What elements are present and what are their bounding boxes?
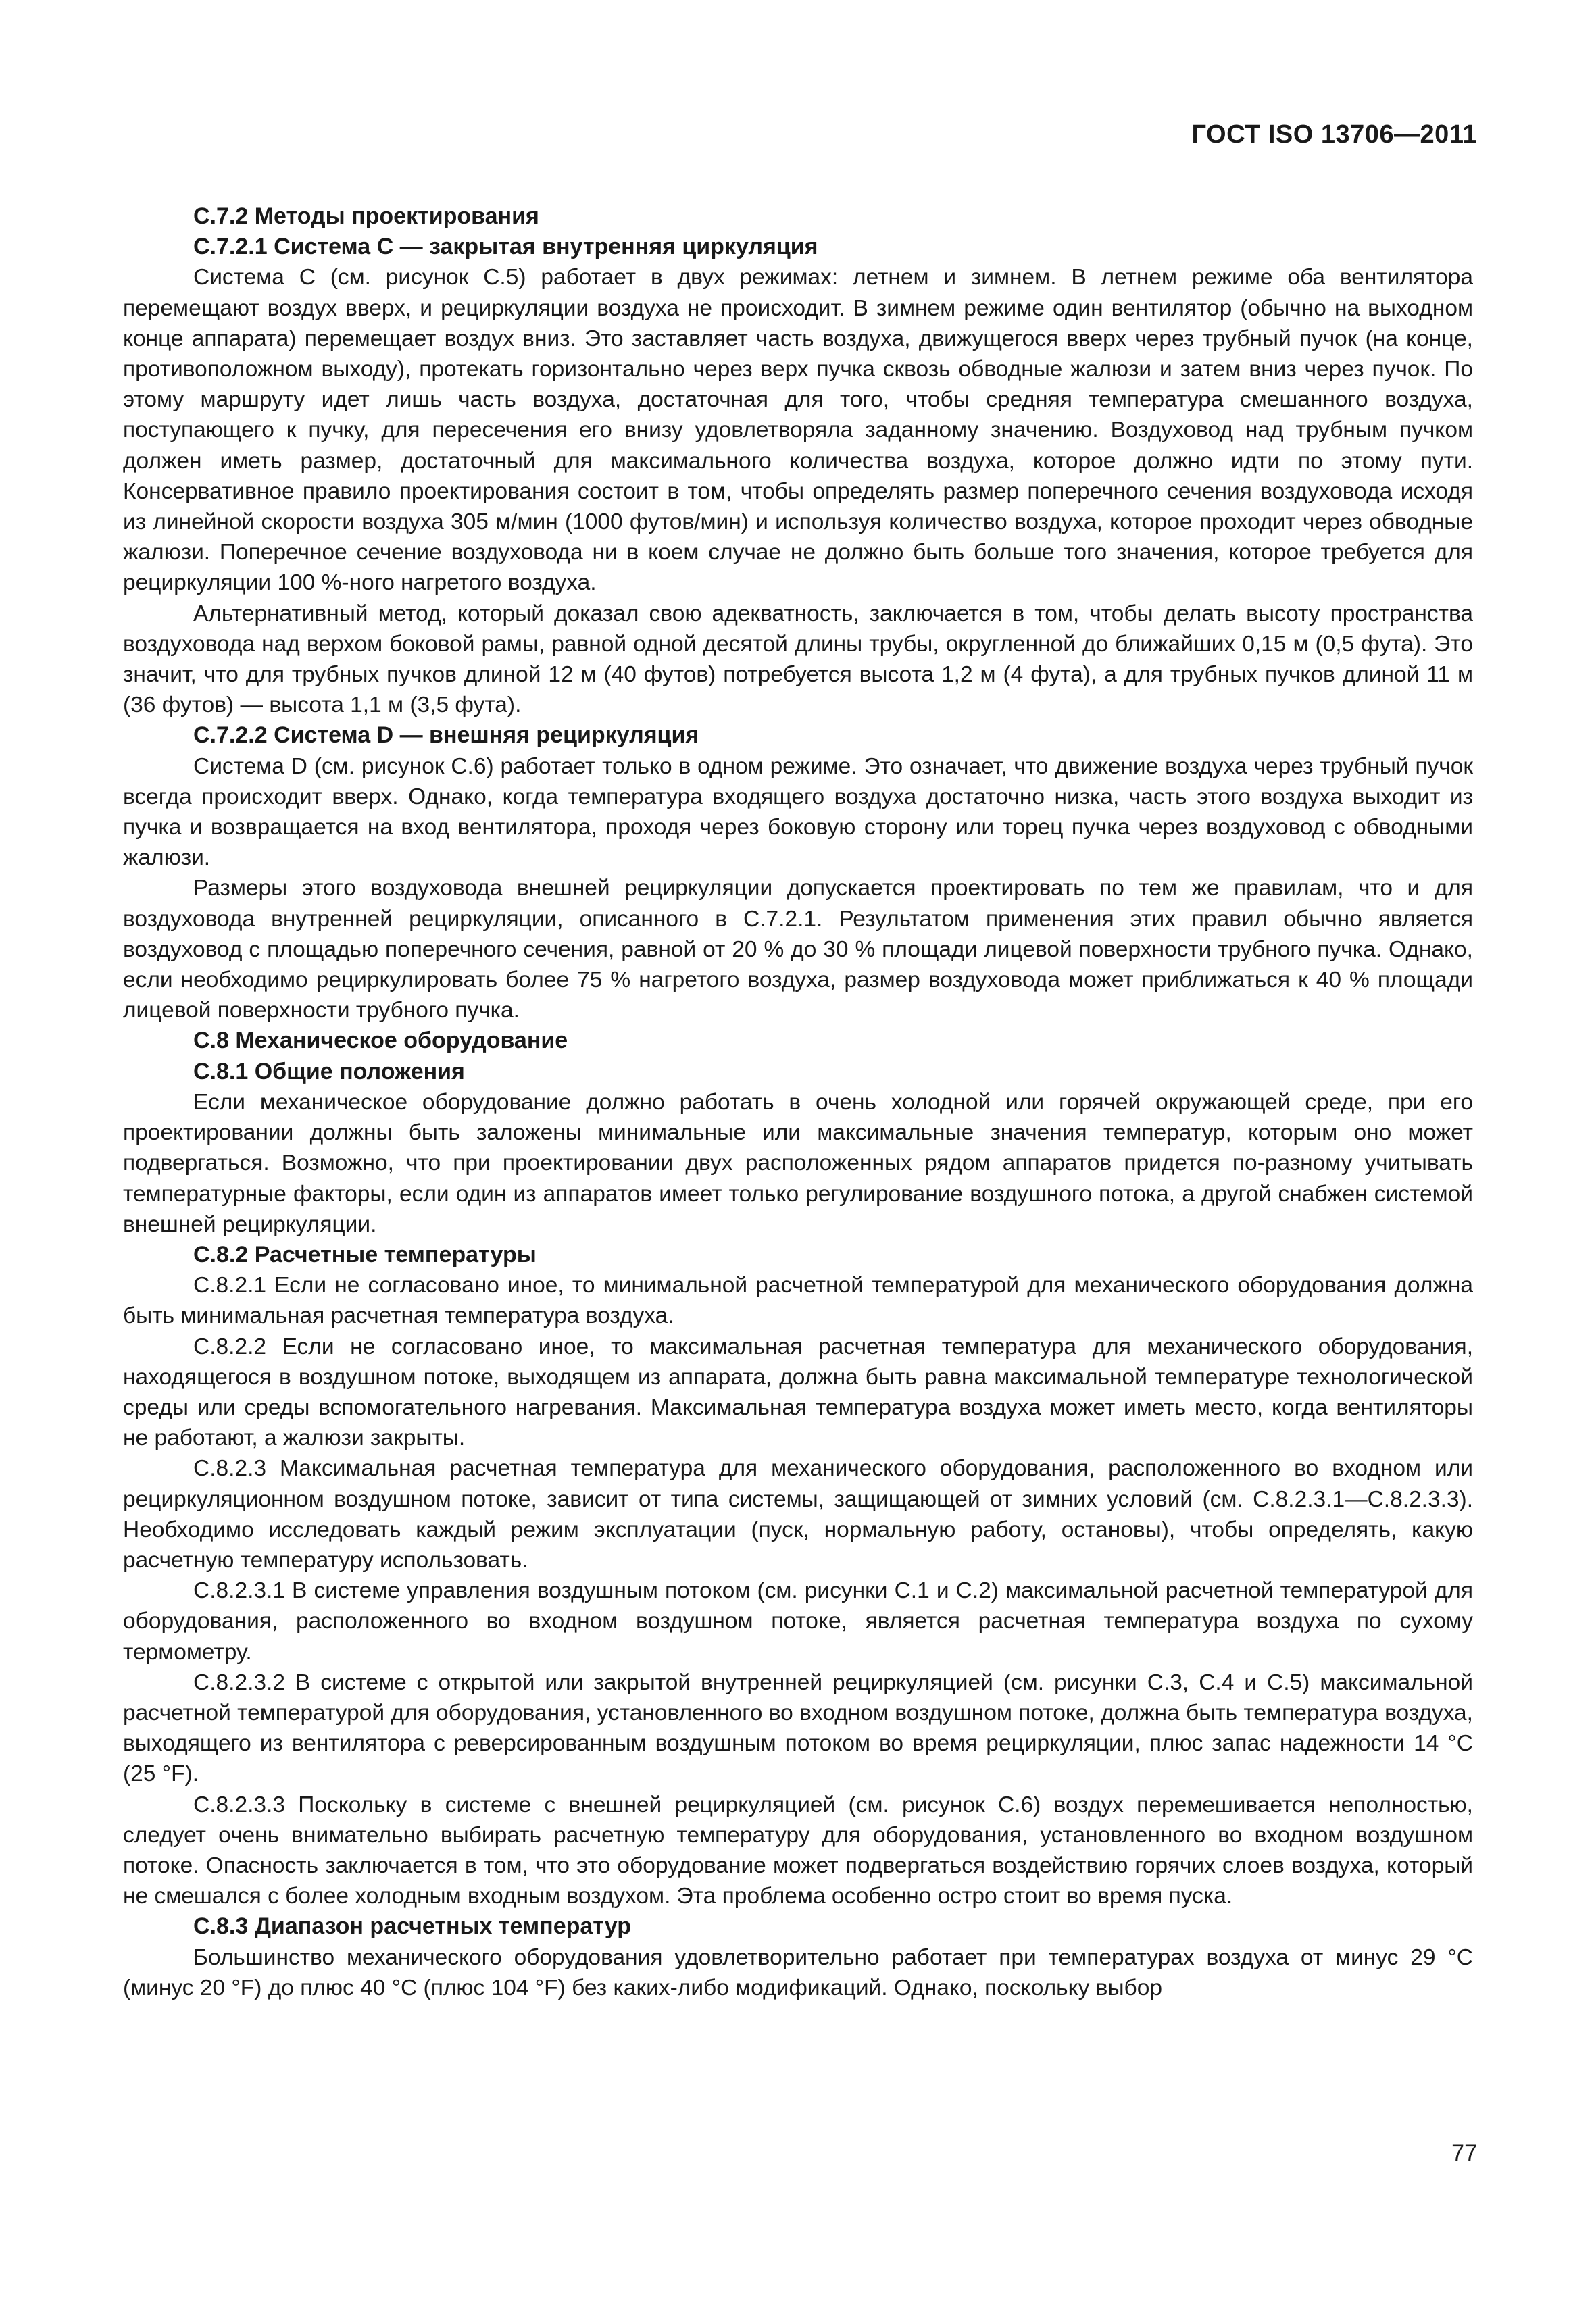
- section-heading: C.8.1 Общие положения: [193, 1058, 465, 1084]
- page-number: 77: [1451, 2140, 1477, 2166]
- body-paragraph: C.8.2.3 Максимальная расчетная температура для механического оборудования, расположенного во входном или рециркуляционном воздушном потоке, зависит от типа системы, защищающей от зимних условий (см. C.8.2.3.1—C.8.2.3.3). Необходимо исследовать каждый режим эксплуатации (пуск, нормальную работу, остановы), чтобы определять, какую расчетную температуру использовать.: [123, 1456, 1473, 1573]
- section-heading: C.7.2.1 Система C — закрытая внутренняя циркуляция: [193, 234, 818, 260]
- body-paragraph: C.8.2.1 Если не согласовано иное, то минимальной расчетной температурой для механического оборудования должна быть минимальная расчетная температура воздуха.: [123, 1273, 1473, 1329]
- body-paragraph: Если механическое оборудование должно работать в очень холодной или горячей окружающей среде, при его проектировании должны быть заложены минимальные или максимальные значения температур, которым оно может подвергаться. Возможно, что при проектировании двух расположенных рядом аппаратов придется по-разному учитывать температурные факторы, если один из аппаратов имеет только регулирование воздушного потока, а другой снабжен системой внешней рециркуляции.: [123, 1089, 1473, 1237]
- body-paragraph: Альтернативный метод, который доказал свою адекватность, заключается в том, чтобы делать высоту пространства воздуховода над верхом боковой рамы, равной одной десятой длины трубы, округленной до ближайших 0,15 м (0,5 фута). Это значит, что для трубных пучков длиной 12 м (40 футов) потребуется высота 1,2 м (4 фута), а для трубных пучков длиной 11 м (36 футов) — высота 1,1 м (3,5 фута).: [123, 601, 1473, 718]
- body-paragraph: Размеры этого воздуховода внешней рециркуляции допускается проектировать по тем же правилам, что и для воздуховода внутренней рециркуляции, описанного в C.7.2.1. Результатом применения этих правил обычно является воздуховод с площадью поперечного сечения, равной от 20 % до 30 % площади лицевой поверхности трубного пучка. Однако, если необходимо рециркулировать более 75 % нагретого воздуха, размер воздуховода может приближаться к 40 % площади лицевой поверхности трубного пучка.: [123, 876, 1473, 1024]
- section-heading: C.8.3 Диапазон расчетных температур: [193, 1913, 632, 1940]
- section-heading: C.7.2.2 Система D — внешняя рециркуляция: [193, 722, 699, 749]
- body-paragraph: Большинство механического оборудования удовлетворительно работает при температурах воздуха от минус 29 °C (минус 20 °F) до плюс 40 °C (плюс 104 °F) без каких-либо модификаций. Однако, поскольку выбор: [123, 1944, 1473, 2001]
- section-heading: C.7.2 Методы проектирования: [193, 203, 539, 229]
- section-heading: C.8 Механическое оборудование: [193, 1028, 568, 1054]
- body-paragraph: C.8.2.3.2 В системе с открытой или закрытой внутренней рециркуляцией (см. рисунки C.3, C.4 и C.5) максимальной расчетной температурой для оборудования, установленного во входном воздушном потоке, должна быть температура воздуха, выходящего из вентилятора с реверсированным воздушным потоком во время рециркуляции, плюс запас надежности 14 °C (25 °F).: [123, 1669, 1473, 1787]
- body-paragraph: Система D (см. рисунок C.6) работает только в одном режиме. Это означает, что движение воздуха через трубный пучок всегда происходит вверх. Однако, когда температура входящего воздуха достаточно низка, часть этого воздуха выходит из пучка и возвращается на вход вентилятора, проходя через боковую сторону или торец пучка через воздуховод с обводными жалюзи.: [123, 753, 1473, 871]
- section-heading: C.8.2 Расчетные температуры: [193, 1241, 537, 1267]
- body-paragraph: C.8.2.3.3 Поскольку в системе с внешней рециркуляцией (см. рисунок C.6) воздух перемешивается неполностью, следует очень внимательно выбирать расчетную температуру для оборудования, установленного во входном воздушном потоке. Опасность заключается в том, что это оборудование может подвергаться воздействию горячих слоев воздуха, который не смешался с более холодным входным воздухом. Эта проблема особенно остро стоит во время пуска.: [123, 1792, 1473, 1909]
- body-paragraph: C.8.2.2 Если не согласовано иное, то максимальная расчетная температура для механического оборудования, находящегося в воздушном потоке, выходящем из аппарата, должна быть равна максимальной температуре технологической среды или среды вспомогательного нагревания. Максимальная температура воздуха может иметь место, когда вентиляторы не работают, а жалюзи закрыты.: [123, 1334, 1473, 1451]
- body-paragraph: Система C (см. рисунок C.5) работает в двух режимах: летнем и зимнем. В летнем режиме оба вентилятора перемещают воздух вверх, и рециркуляции воздуха не происходит. В зимнем режиме один вентилятор (обычно на выходном конце аппарата) перемещает воздух вниз. Это заставляет часть воздуха, движущегося вверх через трубный пучок (на конце, противоположном выходу), протекать горизонтально через верх пучка сквозь обводные жалюзи и затем вниз через пучок. По этому маршруту идет лишь часть воздуха, достаточная для того, чтобы средняя температура смешанного воздуха, поступающего к пучку, для пересечения его внизу удовлетворяла заданному значению. Воздуховод над трубным пучком должен иметь размер, достаточный для максимального количества воздуха, которое должно идти по этому пути. Консервативное правило проектирования состоит в том, чтобы определять размер поперечного сечения воздуховода исходя из линейной скорости воздуха 305 м/мин (1000 футов/мин) и используя количество воздуха, которое проходит через обводные жалюзи. Поперечное сечение воздуховода ни в коем случае не должно быть больше того значения, которое требуется для рециркуляции 100 %-ного нагретого воздуха.: [123, 265, 1473, 596]
- document-body: [123, 201, 1473, 2003]
- standard-designation: ГОСТ ISO 13706—2011: [1191, 120, 1477, 149]
- body-paragraph: C.8.2.3.1 В системе управления воздушным потоком (см. рисунки C.1 и C.2) максимальной расчетной температурой для оборудования, расположенного во входном воздушном потоке, является расчетная температура воздуха по сухому термометру.: [123, 1578, 1473, 1665]
